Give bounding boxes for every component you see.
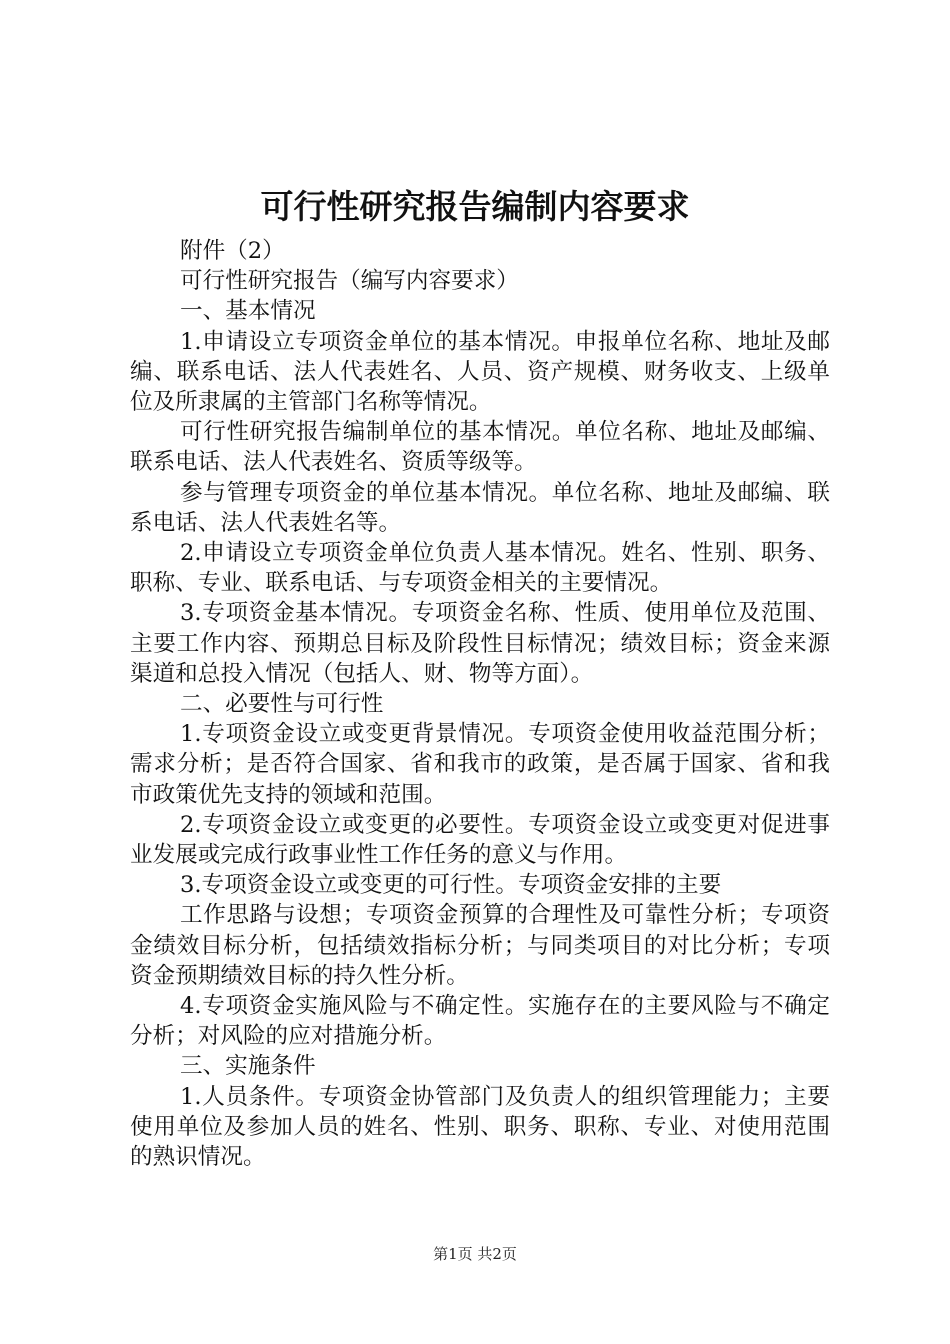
paragraph: 3.专项资金基本情况。专项资金名称、性质、使用单位及范围、主要工作内容、预期总目标及阶段性目标情况；绩效目标；资金来源渠道和总投入情况（包括人、财、物等方面）。: [130, 600, 830, 687]
document-body: [130, 236, 830, 1172]
paragraph-attachment-label: 附件（2）: [180, 238, 285, 264]
paragraph: 1.申请设立专项资金单位的基本情况。申报单位名称、地址及邮编、联系电话、法人代表姓名、人员、资产规模、财务收支、上级单位及所隶属的主管部门名称等情况。: [130, 328, 830, 416]
paragraph: 4.专项资金实施风险与不确定性。实施存在的主要风险与不确定分析；对风险的应对措施分析。: [130, 993, 830, 1050]
paragraph: 3.专项资金设立或变更的可行性。专项资金安排的主要: [180, 872, 722, 899]
section-heading-necessity: 二、必要性与可行性: [180, 691, 384, 718]
page-footer: 第1页 共2页: [433, 1245, 517, 1263]
paragraph: 1.专项资金设立或变更背景情况。专项资金使用收益范围分析；需求分析；是否符合国家、省和我市的政策，是否属于国家、省和我市政策优先支持的领域和范围。: [130, 721, 830, 808]
paragraph: 可行性研究报告编制单位的基本情况。单位名称、地址及邮编、联系电话、法人代表姓名、资质等级等。: [130, 419, 830, 476]
section-heading-conditions: 三、实施条件: [180, 1053, 316, 1080]
paragraph-report-subtitle: 可行性研究报告（编写内容要求）: [180, 268, 519, 295]
document-title: 可行性研究报告编制内容要求: [260, 187, 690, 226]
paragraph: 工作思路与设想；专项资金预算的合理性及可靠性分析；专项资金绩效目标分析，包括绩效指标分析；与同类项目的对比分析；专项资金预期绩效目标的持久性分析。: [130, 902, 830, 989]
paragraph: 参与管理专项资金的单位基本情况。单位名称、地址及邮编、联系电话、法人代表姓名等。: [130, 479, 830, 536]
section-heading-basic-info: 一、基本情况: [180, 298, 316, 325]
paragraph: 2.申请设立专项资金单位负责人基本情况。姓名、性别、职务、职称、专业、联系电话、与专项资金相关的主要情况。: [130, 540, 830, 597]
paragraph: 1.人员条件。专项资金协管部门及负责人的组织管理能力；主要使用单位及参加人员的姓名、性别、职务、职称、专业、对使用范围的熟识情况。: [130, 1083, 830, 1171]
paragraph: 2.专项资金设立或变更的必要性。专项资金设立或变更对促进事业发展或完成行政事业性工作任务的意义与作用。: [130, 811, 830, 869]
